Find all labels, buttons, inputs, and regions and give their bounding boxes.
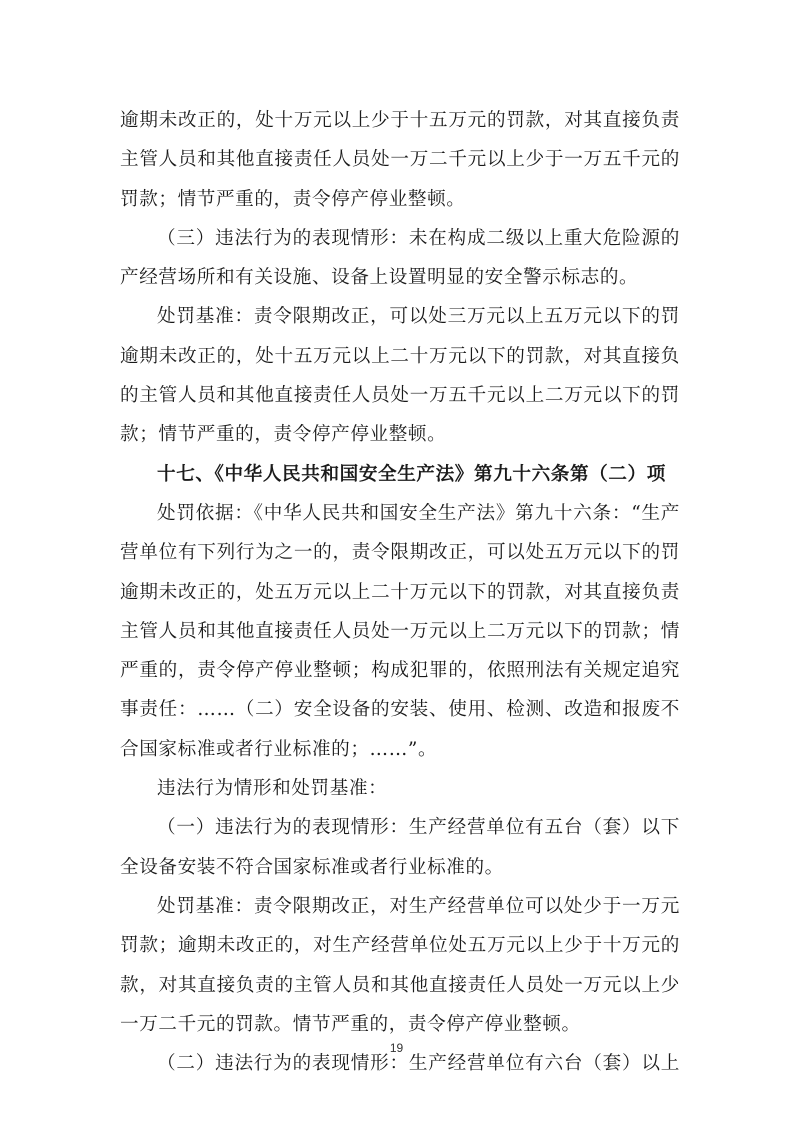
paragraph-line: 处罚基准：责令限期改正，可以处三万元以上五万元以下的罚	[157, 306, 680, 328]
paragraph-line: 营单位有下列行为之一的，责令限期改正，可以处五万元以下的罚	[120, 542, 680, 564]
paragraph-line: 逾期未改正的，处五万元以上二十万元以下的罚款，对其直接负责	[120, 581, 680, 603]
paragraph-line: 全设备安装不符合国家标准或者行业标准的。	[120, 856, 504, 878]
paragraph-line: 合国家标准或者行业标准的；……”。	[120, 738, 438, 760]
document-body	[120, 101, 680, 1083]
paragraph-line: 逾期未改正的，处十五万元以上二十万元以下的罚款，对其直接负	[120, 345, 680, 367]
paragraph-line: （三）违法行为的表现情形：未在构成二级以上重大危险源的	[157, 227, 680, 249]
paragraph-line: （二）违法行为的表现情形：生产经营单位有六台（套）以上	[157, 1053, 680, 1075]
paragraph-line: 处罚基准：责令限期改正，对生产经营单位可以处少于一万元	[157, 895, 680, 917]
paragraph-line: 款；情节严重的，责令停产停业整顿。	[120, 424, 447, 446]
paragraph-line: 款，对其直接负责的主管人员和其他直接责任人员处一万元以上少	[120, 974, 680, 996]
paragraph-line: 产经营场所和有关设施、设备上设置明显的安全警示标志的。	[120, 267, 639, 289]
paragraph-line: 主管人员和其他直接责任人员处一万二千元以上少于一万五千元的	[120, 149, 680, 171]
paragraph-line: 罚款；逾期未改正的，对生产经营单位处五万元以上少于十万元的	[120, 935, 680, 957]
paragraph-line: 逾期未改正的，处十万元以上少于十五万元的罚款，对其直接负责	[120, 110, 680, 131]
paragraph-line: 违法行为情形和处罚基准：	[157, 778, 388, 800]
paragraph-line: 主管人员和其他直接责任人员处一万元以上二万元以下的罚款；情	[120, 620, 680, 642]
paragraph-line: 处罚依据：《中华人民共和国安全生产法》第九十六条：“生产	[157, 502, 680, 524]
paragraph-line: （一）违法行为的表现情形：生产经营单位有五台（套）以下	[157, 817, 680, 839]
page-number: 19	[389, 1041, 404, 1055]
paragraph-line: 严重的，责令停产停业整顿；构成犯罪的，依照刑法有关规定追究	[120, 660, 680, 682]
paragraph-line: 的主管人员和其他直接责任人员处一万五千元以上二万元以下的罚	[120, 385, 680, 407]
section-heading: 十七、《中华人民共和国安全生产法》第九十六条第（二）项	[157, 463, 666, 485]
paragraph-line: 一万二千元的罚款。情节严重的，责令停产停业整顿。	[120, 1013, 581, 1035]
paragraph-line: 罚款；情节严重的，责令停产停业整顿。	[120, 188, 466, 210]
paragraph-line: 事责任：……（二）安全设备的安装、使用、检测、改造和报废不	[120, 699, 680, 721]
